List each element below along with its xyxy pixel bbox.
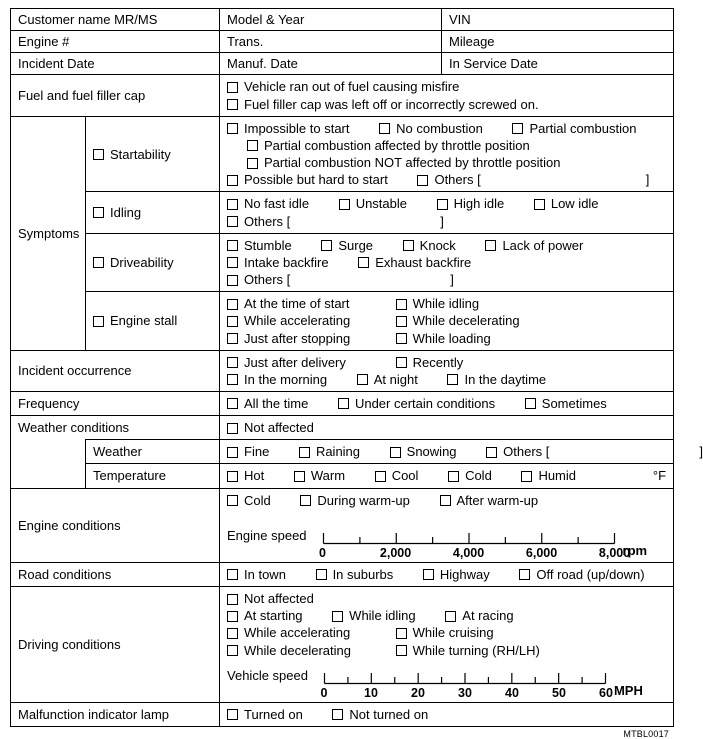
checkbox[interactable] — [447, 374, 458, 385]
option-label: During warm-up — [317, 492, 410, 508]
option-label: Vehicle ran out of fuel causing misfire — [244, 79, 460, 95]
checkbox[interactable] — [375, 471, 386, 482]
weather-label: Weather — [86, 440, 220, 464]
option-label: Exhaust backfire — [375, 254, 472, 270]
option-label: In the morning — [244, 371, 328, 387]
option-label: Surge — [338, 237, 374, 253]
option — [227, 395, 308, 412]
option — [227, 213, 290, 230]
option-label: Stumble — [244, 237, 292, 253]
checkbox[interactable] — [227, 240, 238, 251]
option-label: Not turned on — [349, 706, 429, 722]
incident-occurrence-label: Incident occurrence — [11, 350, 220, 391]
row-weather-conditions — [11, 416, 674, 440]
option — [227, 566, 286, 583]
option — [93, 312, 177, 329]
option — [379, 120, 483, 137]
option — [227, 443, 269, 460]
option-label: High idle — [453, 196, 505, 212]
option-label: Just after stopping — [244, 330, 351, 346]
checkbox[interactable] — [227, 175, 238, 186]
checkbox[interactable] — [227, 645, 238, 656]
row-incident-occurrence — [11, 350, 674, 391]
option-label: In town — [244, 566, 286, 582]
option — [227, 78, 459, 95]
checkbox[interactable] — [93, 316, 104, 327]
checkbox[interactable] — [227, 216, 238, 227]
checkbox[interactable] — [321, 240, 332, 251]
option-label: Impossible to start — [244, 120, 350, 136]
checkbox[interactable] — [396, 357, 407, 368]
checkbox[interactable] — [525, 398, 536, 409]
option-label: Knock — [419, 237, 456, 253]
option-label: No fast idle — [244, 196, 310, 212]
incident-occurrence-options-cell — [220, 350, 674, 391]
weather-conditions-spacer-cell — [11, 440, 86, 488]
checkbox[interactable] — [485, 240, 496, 251]
worksheet-table — [10, 8, 703, 727]
checkbox[interactable] — [93, 149, 104, 160]
option — [227, 642, 392, 659]
option — [332, 706, 428, 723]
engine-speed-scale — [319, 530, 631, 560]
checkbox[interactable] — [396, 333, 407, 344]
option — [227, 590, 314, 607]
fuel-label: Fuel and fuel filler cap — [11, 75, 220, 116]
checkbox[interactable] — [440, 495, 451, 506]
option — [321, 237, 373, 254]
checkbox[interactable] — [486, 447, 497, 458]
option-label: Others [ — [503, 444, 550, 460]
checkbox[interactable] — [338, 398, 349, 409]
option-label: Low idle — [550, 196, 599, 212]
option-label: Lack of power — [502, 237, 584, 253]
engine-speed-row — [227, 527, 666, 559]
vehicle-speed-tick-labels — [320, 684, 613, 700]
checkbox[interactable] — [417, 175, 428, 186]
engine-stall-cell — [86, 292, 220, 350]
option-label: Sometimes — [541, 395, 607, 411]
checkbox[interactable] — [379, 123, 390, 134]
option-label: Others [ — [244, 213, 291, 229]
engine-stall-options-cell — [220, 292, 674, 350]
checkbox[interactable] — [512, 123, 523, 134]
option-label: At the time of start — [244, 296, 350, 312]
driveability-options-cell — [220, 233, 674, 291]
checkbox[interactable] — [227, 594, 238, 605]
checkbox[interactable] — [227, 569, 238, 580]
option — [300, 492, 409, 509]
option — [396, 295, 479, 312]
checkbox[interactable] — [227, 357, 238, 368]
option — [227, 706, 303, 723]
row-engine — [11, 31, 674, 53]
option — [294, 467, 345, 484]
checkbox[interactable] — [227, 398, 238, 409]
option — [227, 254, 329, 271]
engine-speed-unit: rpm — [622, 542, 648, 558]
option-label: Fuel filler cap was left off or incorrectly screwed on. — [244, 96, 539, 112]
option-label: Unstable — [355, 196, 407, 212]
row-driving-conditions — [11, 587, 674, 703]
option-label: Intake backfire — [244, 254, 329, 270]
row-idling — [11, 192, 674, 233]
option-label: While loading — [412, 330, 491, 346]
option-label: At night — [373, 371, 418, 387]
option-label: Not affected — [244, 420, 314, 436]
tick-label: 60 — [599, 685, 613, 700]
option — [227, 624, 392, 641]
engine-speed-label: Engine speed — [227, 527, 307, 543]
checkbox[interactable] — [227, 299, 238, 310]
checkbox[interactable] — [247, 140, 258, 151]
option-label: Under certain conditions — [354, 395, 496, 411]
tick-label: 30 — [458, 685, 472, 700]
option-label: In suburbs — [332, 566, 394, 582]
option-label: Off road (up/down) — [536, 566, 645, 582]
option — [417, 171, 480, 188]
row-engine-stall — [11, 292, 674, 350]
option — [390, 443, 457, 460]
option — [93, 146, 171, 163]
option-label: While accelerating — [244, 313, 351, 329]
fuel-options-cell — [220, 75, 674, 116]
option — [227, 354, 392, 371]
option-label: Raining — [315, 444, 361, 460]
option-label: At starting — [244, 608, 303, 624]
option — [227, 312, 392, 329]
option — [227, 271, 290, 288]
road-conditions-label: Road conditions — [11, 562, 220, 586]
checkbox[interactable] — [227, 709, 238, 720]
option-label: While decelerating — [412, 313, 520, 329]
checkbox[interactable] — [445, 611, 456, 622]
option — [316, 566, 394, 583]
driving-conditions-label: Driving conditions — [11, 587, 220, 703]
option — [423, 566, 490, 583]
engine-conditions-label: Engine conditions — [11, 488, 220, 562]
option — [227, 120, 350, 137]
manuf-date-field[interactable]: Manuf. Date — [220, 53, 442, 75]
option — [512, 120, 636, 137]
symptoms-label: Symptoms — [11, 116, 86, 350]
option — [403, 237, 456, 254]
checkbox[interactable] — [227, 495, 238, 506]
checkbox[interactable] — [357, 374, 368, 385]
option-label: Partial combustion — [529, 120, 637, 136]
option — [375, 467, 419, 484]
checkbox[interactable] — [390, 447, 401, 458]
option-label: No combustion — [396, 120, 483, 136]
incident-date-field[interactable]: Incident Date — [11, 53, 220, 75]
option-label: Others [ — [244, 272, 291, 288]
frequency-label: Frequency — [11, 391, 220, 415]
option — [338, 395, 495, 412]
option — [445, 607, 513, 624]
option — [227, 237, 292, 254]
option-label: Recently — [412, 354, 464, 370]
temperature-label: Temperature — [86, 464, 220, 488]
option-label: Cold — [244, 492, 271, 508]
frequency-options-cell — [220, 391, 674, 415]
model-year-field[interactable]: Model & Year — [220, 9, 442, 31]
checkbox[interactable] — [521, 471, 532, 482]
option-label: Highway — [439, 566, 490, 582]
checkbox[interactable] — [227, 99, 238, 110]
checkbox[interactable] — [227, 374, 238, 385]
checkbox[interactable] — [519, 569, 530, 580]
vehicle-speed-unit: MPH — [613, 682, 643, 698]
option — [227, 419, 314, 436]
trans-field[interactable]: Trans. — [220, 31, 442, 53]
option-label: Cool — [391, 468, 419, 484]
checkbox[interactable] — [227, 628, 238, 639]
option — [486, 443, 549, 460]
checkbox[interactable] — [437, 199, 448, 210]
tick-label: 8,000 — [598, 545, 631, 560]
option-label: Idling — [110, 204, 142, 220]
checkbox[interactable] — [227, 471, 238, 482]
checkbox[interactable] — [227, 199, 238, 210]
row-weather — [11, 440, 674, 464]
form-code: MTBL0017 — [623, 729, 669, 739]
option — [358, 254, 471, 271]
checkbox[interactable] — [227, 447, 238, 458]
checkbox[interactable] — [448, 471, 459, 482]
option-label: Not affected — [244, 591, 314, 607]
row-driveability — [11, 233, 674, 291]
checkbox[interactable] — [294, 471, 305, 482]
option-label: Warm — [310, 468, 346, 484]
option-label: All the time — [244, 395, 309, 411]
option-label: Engine stall — [110, 313, 178, 329]
checkbox[interactable] — [227, 316, 238, 327]
engine-speed-ticks — [323, 530, 615, 544]
weather-conditions-label: Weather conditions — [11, 416, 220, 440]
option — [534, 195, 599, 212]
checkbox[interactable] — [403, 240, 414, 251]
option — [93, 204, 141, 221]
vehicle-speed-scale — [320, 670, 613, 700]
option — [227, 330, 392, 347]
option — [332, 607, 415, 624]
others-bracket-close: ] — [699, 444, 703, 460]
mileage-field[interactable]: Mileage — [442, 31, 674, 53]
checkbox[interactable] — [227, 275, 238, 286]
option — [519, 566, 644, 583]
checkbox[interactable] — [227, 123, 238, 134]
option-label: While turning (RH/LH) — [412, 642, 540, 658]
option-label: Partial combustion affected by throttle position — [264, 137, 530, 153]
checkbox[interactable] — [227, 257, 238, 268]
option-label: In the daytime — [464, 371, 547, 387]
others-bracket-close: ] — [440, 213, 444, 229]
row-startability — [11, 116, 674, 192]
option — [521, 467, 576, 484]
tick-label: 20 — [411, 685, 425, 700]
option — [227, 295, 392, 312]
checkbox[interactable] — [299, 447, 310, 458]
option — [396, 624, 494, 641]
option — [440, 492, 539, 509]
option-label: While decelerating — [244, 642, 351, 658]
option-label: At racing — [462, 608, 514, 624]
option-label: Humid — [538, 468, 577, 484]
option — [437, 195, 505, 212]
option-label: While idling — [349, 608, 416, 624]
tick-label: 0 — [320, 685, 328, 700]
option — [227, 195, 309, 212]
others-bracket-close: ] — [645, 172, 650, 188]
checkbox[interactable] — [396, 316, 407, 327]
option — [357, 371, 418, 388]
weather-options-cell — [220, 440, 703, 464]
temperature-unit: °F — [652, 468, 667, 484]
checkbox[interactable] — [396, 299, 407, 310]
row-fuel — [11, 75, 674, 116]
weather-not-affected-cell — [220, 416, 674, 440]
driveability-cell — [86, 233, 220, 291]
checkbox[interactable] — [93, 257, 104, 268]
road-conditions-cell — [220, 562, 674, 586]
option — [227, 607, 303, 624]
option-label: Hot — [244, 468, 265, 484]
option — [447, 371, 546, 388]
option — [396, 354, 464, 371]
option — [396, 642, 540, 659]
vehicle-speed-ticks — [324, 670, 606, 684]
option — [299, 443, 360, 460]
row-mil — [11, 702, 674, 726]
tick-label: 50 — [552, 685, 566, 700]
option-label: Just after delivery — [244, 354, 346, 370]
option — [227, 467, 264, 484]
tick-label: 0 — [319, 545, 327, 560]
vin-field[interactable]: VIN — [442, 9, 674, 31]
checkbox[interactable] — [339, 199, 350, 210]
tick-label: 10 — [364, 685, 378, 700]
checkbox[interactable] — [316, 569, 327, 580]
engine-speed-tick-labels — [319, 544, 631, 560]
checkbox[interactable] — [358, 257, 369, 268]
mil-options-cell — [220, 702, 674, 726]
option — [227, 492, 271, 509]
option-label: While accelerating — [244, 625, 351, 641]
checkbox[interactable] — [247, 158, 258, 169]
option — [396, 312, 520, 329]
option — [339, 195, 407, 212]
checkbox[interactable] — [332, 709, 343, 720]
vehicle-speed-row — [227, 667, 666, 699]
option — [227, 371, 327, 388]
option-label: Snowing — [406, 444, 457, 460]
checkbox[interactable] — [300, 495, 311, 506]
startability-options-cell — [220, 116, 674, 192]
checkbox[interactable] — [93, 207, 104, 218]
option — [247, 154, 561, 171]
tick-label: 40 — [505, 685, 519, 700]
idling-options-cell — [220, 192, 674, 233]
row-engine-conditions — [11, 488, 674, 562]
option-label: Startability — [110, 146, 171, 162]
checkbox[interactable] — [534, 199, 545, 210]
tick-label: 6,000 — [525, 545, 558, 560]
option-label: After warm-up — [456, 492, 539, 508]
option — [247, 137, 530, 154]
option-label: Partial combustion NOT affected by throttle position — [264, 155, 561, 171]
option — [227, 171, 388, 188]
option — [525, 395, 607, 412]
row-temperature — [11, 464, 674, 488]
checkbox[interactable] — [396, 628, 407, 639]
option-label: Possible but hard to start — [244, 172, 388, 188]
engine-number-field[interactable]: Engine # — [11, 31, 220, 53]
driving-conditions-cell — [220, 587, 674, 703]
option — [227, 96, 539, 113]
mil-label: Malfunction indicator lamp — [11, 702, 220, 726]
option-label: Cold — [465, 468, 492, 484]
vehicle-speed-label: Vehicle speed — [227, 667, 308, 683]
option-label: Fine — [244, 444, 270, 460]
customer-name-field[interactable]: Customer name MR/MS — [11, 9, 220, 31]
tick-label: 4,000 — [452, 545, 485, 560]
idling-cell — [86, 192, 220, 233]
option — [448, 467, 492, 484]
option-label: Turned on — [244, 706, 303, 722]
checkbox[interactable] — [227, 333, 238, 344]
option-label: While idling — [412, 296, 480, 312]
row-dates — [11, 53, 674, 75]
checkbox[interactable] — [332, 611, 343, 622]
row-road-conditions — [11, 562, 674, 586]
in-service-date-field[interactable]: In Service Date — [442, 53, 674, 75]
option-label: Others [ — [434, 172, 481, 188]
option-label: Driveability — [110, 254, 174, 270]
others-bracket-close: ] — [450, 272, 454, 288]
option — [93, 254, 174, 271]
option — [396, 330, 491, 347]
startability-cell — [86, 116, 220, 192]
engine-conditions-cell — [220, 488, 674, 562]
temperature-options-cell — [220, 464, 674, 488]
checkbox[interactable] — [227, 611, 238, 622]
checkbox[interactable] — [423, 569, 434, 580]
checkbox[interactable] — [227, 82, 238, 93]
option-label: While cruising — [412, 625, 494, 641]
option — [485, 237, 583, 254]
checkbox[interactable] — [227, 423, 238, 434]
row-frequency — [11, 391, 674, 415]
row-customer — [11, 9, 674, 31]
tick-label: 2,000 — [379, 545, 412, 560]
checkbox[interactable] — [396, 645, 407, 656]
